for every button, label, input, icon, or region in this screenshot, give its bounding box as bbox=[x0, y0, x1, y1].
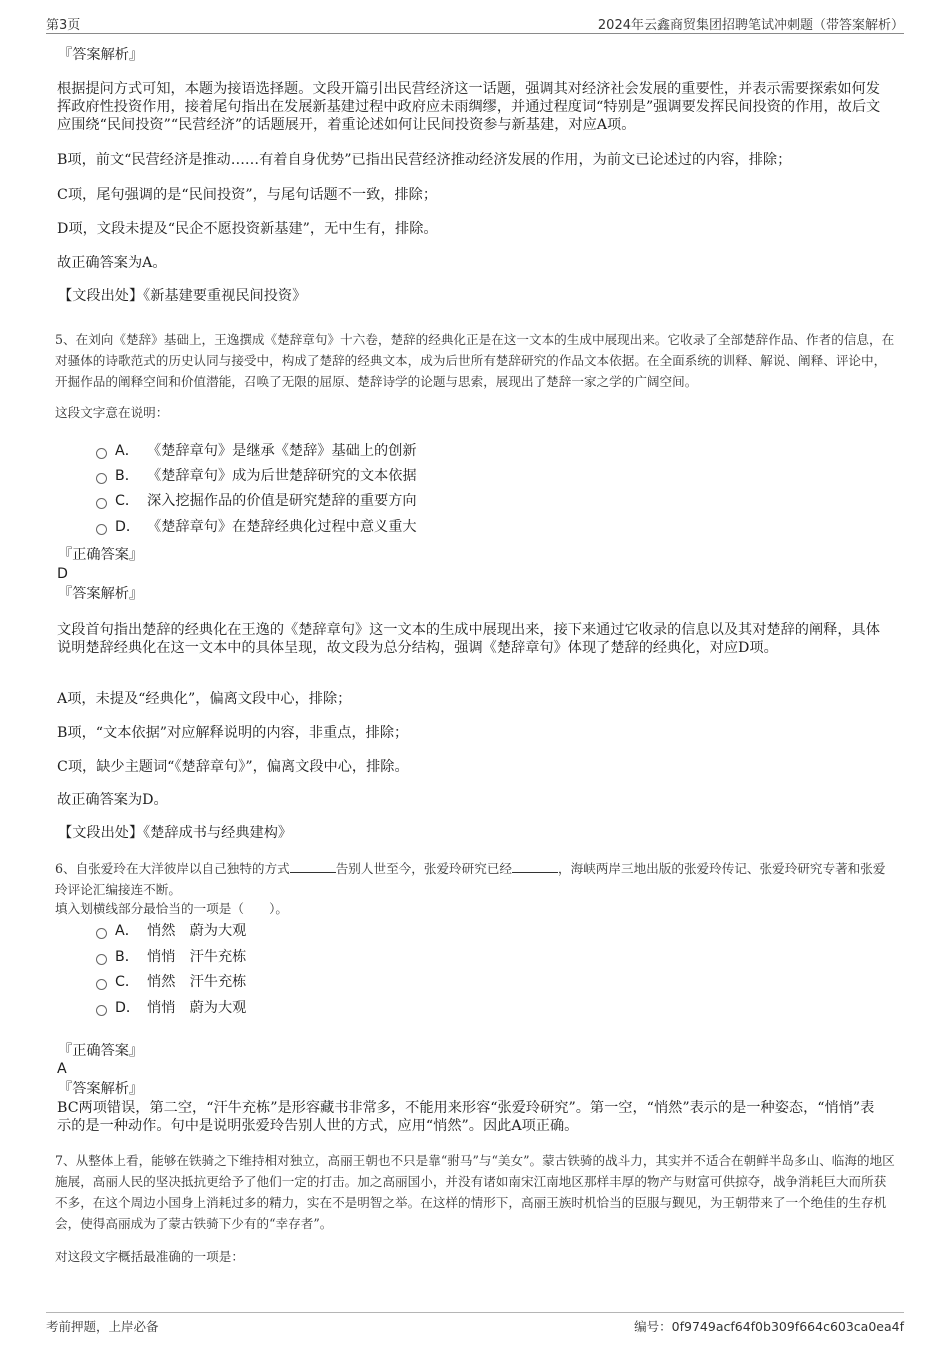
correct-answer-label: 『正确答案』 bbox=[58, 547, 144, 563]
page-footer bbox=[46, 1312, 904, 1336]
option-letter: A． bbox=[115, 923, 139, 939]
document-id: 编号：0f9749acf64f0b309f664c603ca0ea4f bbox=[634, 1319, 904, 1334]
analysis-label: 『答案解析』 bbox=[58, 47, 144, 63]
option-text: 悄然 蔚为大观 bbox=[147, 923, 247, 939]
radio-icon[interactable] bbox=[96, 524, 107, 535]
option-text: 《楚辞章句》成为后世楚辞研究的文本依据 bbox=[147, 468, 417, 484]
option-letter: C． bbox=[115, 493, 140, 509]
question-stem bbox=[55, 858, 897, 900]
option-d[interactable] bbox=[96, 518, 417, 536]
option-letter: D． bbox=[115, 519, 141, 535]
option-text: 《楚辞章句》是继承《楚辞》基础上的创新 bbox=[147, 443, 417, 459]
correct-answer: A bbox=[57, 1061, 67, 1077]
option-text: 悄悄 蔚为大观 bbox=[147, 1000, 247, 1016]
radio-icon[interactable] bbox=[96, 473, 107, 484]
option-c[interactable] bbox=[96, 492, 417, 510]
analysis-paragraph: BC两项错误，第二空，“汗牛充栋”是形容藏书非常多，不能用来形容“张爱玲研究”。第一空，“悄然”表示的是一种姿态，“悄悄”表示的是一种动作。句中是说明张爱玲告别人世的方式，应用“悄然”。因此A项正确。 bbox=[57, 1100, 875, 1134]
analysis-paragraph: D项，文段未提及“民企不愿投资新基建”，无中生有，排除。 bbox=[57, 221, 438, 237]
option-b[interactable] bbox=[96, 948, 246, 966]
option-b[interactable] bbox=[96, 467, 417, 485]
stem-part: 6、自张爱玲在大洋彼岸以自己独特的方式 bbox=[55, 861, 290, 876]
analysis-paragraph: B项，“文本依据”对应解释说明的内容，非重点，排除； bbox=[57, 725, 409, 741]
stem-part: ，海峡两岸三地出版的张爱玲传记、张爱玲研究专著和张爱玲评论汇编接连不断。 bbox=[55, 861, 886, 897]
option-a[interactable] bbox=[96, 442, 417, 460]
option-letter: D． bbox=[115, 1000, 141, 1016]
page-number: 第3页 bbox=[46, 18, 81, 33]
radio-icon[interactable] bbox=[96, 979, 107, 990]
analysis-paragraph: 根据提问方式可知，本题为接语选择题。文段开篇引出民营经济这一话题，强调其对经济社会发展的重要性，并表示需要探索如何发挥政府性投资作用，接着尾句指出在发展新基建过程中政府应未雨绸缪，并通过程度词“特别是”强调要发挥民间投资的作用，故后文应围绕“民间投资”“民营经济”的话题展开，着重论述如何让民间投资参与新基建，对应A项。 bbox=[57, 81, 881, 133]
page-header bbox=[46, 14, 904, 34]
option-text: 深入挖掘作品的价值是研究楚辞的重要方向 bbox=[147, 493, 417, 509]
question-stem: 5、在刘向《楚辞》基础上，王逸撰成《楚辞章句》十六卷，楚辞的经典化正是在这一文本的生成中展现出来。它收录了全部楚辞作品、作者的信息，在对骚体的诗歌范式的历史认同与接受中，构成了楚辞的经典文本，成为后世所有楚辞研究的作品文本依据。在全面系统的训释、解说、阐释、评论中，开掘作品的阐释空间和价值潜能，召唤了无限的屈原、楚辞诗学的论题与思索，展现出了楚辞一家之学的广阔空间。 bbox=[55, 332, 895, 389]
radio-icon[interactable] bbox=[96, 498, 107, 509]
fill-blank bbox=[512, 861, 558, 873]
correct-answer-label: 『正确答案』 bbox=[58, 1043, 144, 1059]
document-title: 2024年云鑫商贸集团招聘笔试冲刺题（带答案解析） bbox=[597, 18, 904, 33]
stem-part: 告别人世至今，张爱玲研究已经 bbox=[335, 861, 513, 876]
option-c[interactable] bbox=[96, 973, 246, 991]
analysis-label: 『答案解析』 bbox=[58, 1081, 144, 1097]
question-prompt: 对这段文字概括最准确的一项是： bbox=[55, 1249, 244, 1264]
option-text: 《楚辞章句》在楚辞经典化过程中意义重大 bbox=[147, 519, 417, 535]
option-letter: C． bbox=[115, 974, 140, 990]
analysis-paragraph: C项，尾句强调的是“民间投资”，与尾句话题不一致，排除； bbox=[57, 187, 438, 203]
radio-icon[interactable] bbox=[96, 448, 107, 459]
analysis-conclusion: 故正确答案为A。 bbox=[57, 255, 167, 271]
correct-answer: D bbox=[57, 566, 68, 582]
question-stem: 7、从整体上看，能够在铁骑之下维持相对独立，高丽王朝也不只是靠“驸马”与“美女”。蒙古铁骑的战斗力，其实并不适合在朝鲜半岛多山、临海的地区施展，高丽人民的坚决抵抗更给予了他们一定的打击。加之高丽国小，并没有诸如南宋江南地区那样丰厚的物产与财富可供掠夺，战争消耗巨大而所获不多，在这个周边小国身上消耗过多的精力，实在不是明智之举。在这样的情形下，高丽王族时机恰当的臣服与觐见，为王朝带来了一个绝佳的生存机会，使得高丽成为了蒙古铁骑下少有的“幸存者”。 bbox=[55, 1153, 895, 1231]
analysis-paragraph: A项，未提及“经典化”，偏离文段中心，排除； bbox=[57, 691, 352, 707]
question-prompt: 这段文字意在说明： bbox=[55, 405, 169, 420]
option-letter: B． bbox=[115, 949, 139, 965]
source-citation: 【文段出处】《新基建要重视民间投资》 bbox=[58, 288, 307, 304]
analysis-conclusion: 故正确答案为D。 bbox=[57, 792, 168, 808]
radio-icon[interactable] bbox=[96, 954, 107, 965]
option-letter: A． bbox=[115, 443, 139, 459]
option-text: 悄然 汗牛充栋 bbox=[147, 974, 247, 990]
radio-icon[interactable] bbox=[96, 928, 107, 939]
analysis-paragraph: 文段首句指出楚辞的经典化在王逸的《楚辞章句》这一文本的生成中展现出来，接下来通过它收录的信息以及其对楚辞的阐释，具体说明楚辞经典化在这一文本中的具体呈现，故文段为总分结构，强调《楚辞章句》体现了楚辞的经典化，对应D项。 bbox=[57, 622, 880, 656]
question-prompt: 填入划横线部分最恰当的一项是（ ）。 bbox=[55, 901, 288, 916]
analysis-paragraph: B项，前文“民营经济是推动……有着自身优势”已指出民营经济推动经济发展的作用，为前文已论述过的内容，排除； bbox=[57, 152, 792, 168]
option-a[interactable] bbox=[96, 922, 246, 940]
footer-slogan: 考前押题，上岸必备 bbox=[46, 1319, 159, 1334]
option-letter: B． bbox=[115, 468, 139, 484]
fill-blank bbox=[290, 861, 336, 873]
radio-icon[interactable] bbox=[96, 1005, 107, 1016]
option-text: 悄悄 汗牛充栋 bbox=[147, 949, 247, 965]
option-d[interactable] bbox=[96, 999, 246, 1017]
analysis-paragraph: C项，缺少主题词“《楚辞章句》”，偏离文段中心，排除。 bbox=[57, 759, 409, 775]
source-citation: 【文段出处】《楚辞成书与经典建构》 bbox=[58, 825, 293, 841]
analysis-label: 『答案解析』 bbox=[58, 586, 144, 602]
